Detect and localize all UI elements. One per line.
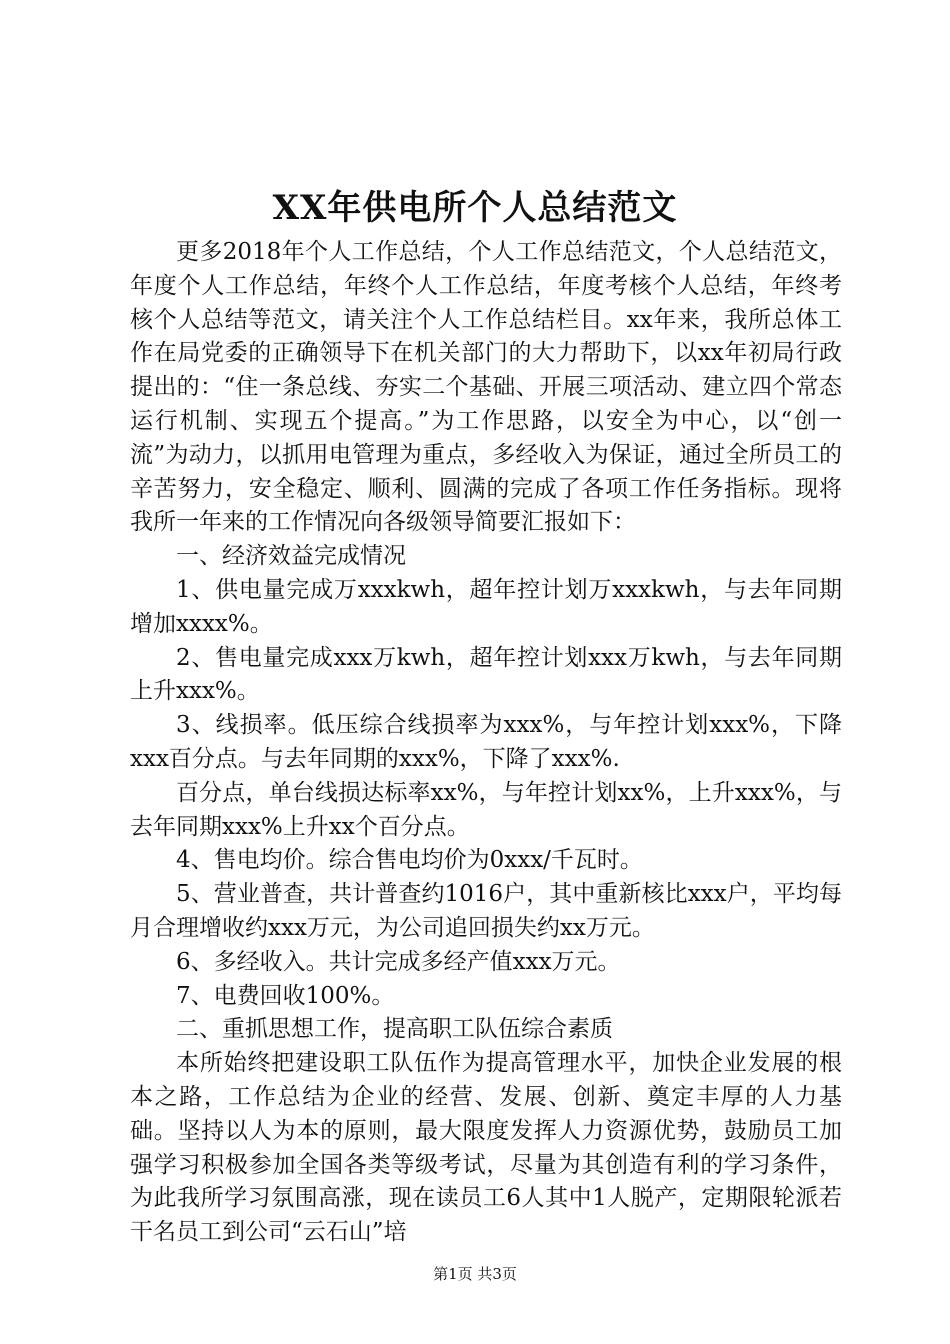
page-number-footer: 第1页 共3页 (433, 1265, 517, 1283)
paragraph-item-7: 7、电费回收100%。 (176, 982, 395, 1009)
paragraph-item-5: 5、营业普查，共计普查约1016户，其中重新核比xxx户，平均每月合理增收约xxx万元，为公司追回损失约xx万元。 (130, 881, 842, 941)
document-title: XX年供电所个人总结范文 (272, 188, 678, 228)
paragraph-item-2: 2、售电量完成xxx万kwh，超年控计划xxx万kwh，与去年同期上升xxx%。 (130, 644, 842, 705)
paragraph-item-1: 1、供电量完成万xxxkwh，超年控计划万xxxkwh，与去年同期增加xxxx%。 (130, 576, 842, 637)
section-heading-workforce: 二、重抓思想工作，提高职工队伍综合素质 (176, 1016, 613, 1043)
paragraph-item-4: 4、售电均价。综合售电均价为0xxx/千瓦时。 (176, 847, 643, 874)
paragraph-item-3: 3、线损率。低压综合线损率为xxx%，与年控计划xxx%，下降xxx百分点。与去年同期的xxx%，下降了xxx%. (130, 712, 842, 772)
paragraph-item-6: 6、多经收入。共计完成多经产值xxx万元。 (176, 948, 621, 975)
paragraph-intro: 更多2018年个人工作总结，个人工作总结范文，个人总结范文，年度个人工作总结，年终个人工作总结，年度考核个人总结，年终考核个人总结等范文，请关注个人工作总结栏目。xx年来，我所总体工作在局党委的正确领导下在机关部门的大力帮助下，以xx年初局行政提出的：“住一条总线、夯实二个基础、开展三项活动、建立四个常态运行机制、实现五个提高。”为工作思路，以安全为中心，以“创一流”为动力，以抓用电管理为重点，多经收入为保证，通过全所员工的辛苦努力，安全稳定、顺利、圆满的完成了各项工作任务指标。现将我所一年来的工作情况向各级领导简要汇报如下： (130, 239, 842, 536)
paragraph-item-3-cont: 百分点，单台线损达标率xx%，与年控计划xx%，上升xxx%，与去年同期xxx%上升xx个百分点。 (130, 779, 842, 840)
paragraph-workforce: 本所始终把建设职工队伍作为提高管理水平，加快企业发展的根本之路，工作总结为企业的经营、发展、创新、奠定丰厚的人力基础。坚持以人为本的原则，最大限度发挥人力资源优势，鼓励员工加强学习积极参加全国各类等级考试，尽量为其创造有利的学习条件，为此我所学习氛围高涨，现在读员工6人其中1人脱产，定期限轮派若干名员工到公司“云石山”培 (130, 1050, 842, 1246)
document-body (130, 236, 842, 1250)
section-heading-economic: 一、经济效益完成情况 (176, 543, 406, 570)
